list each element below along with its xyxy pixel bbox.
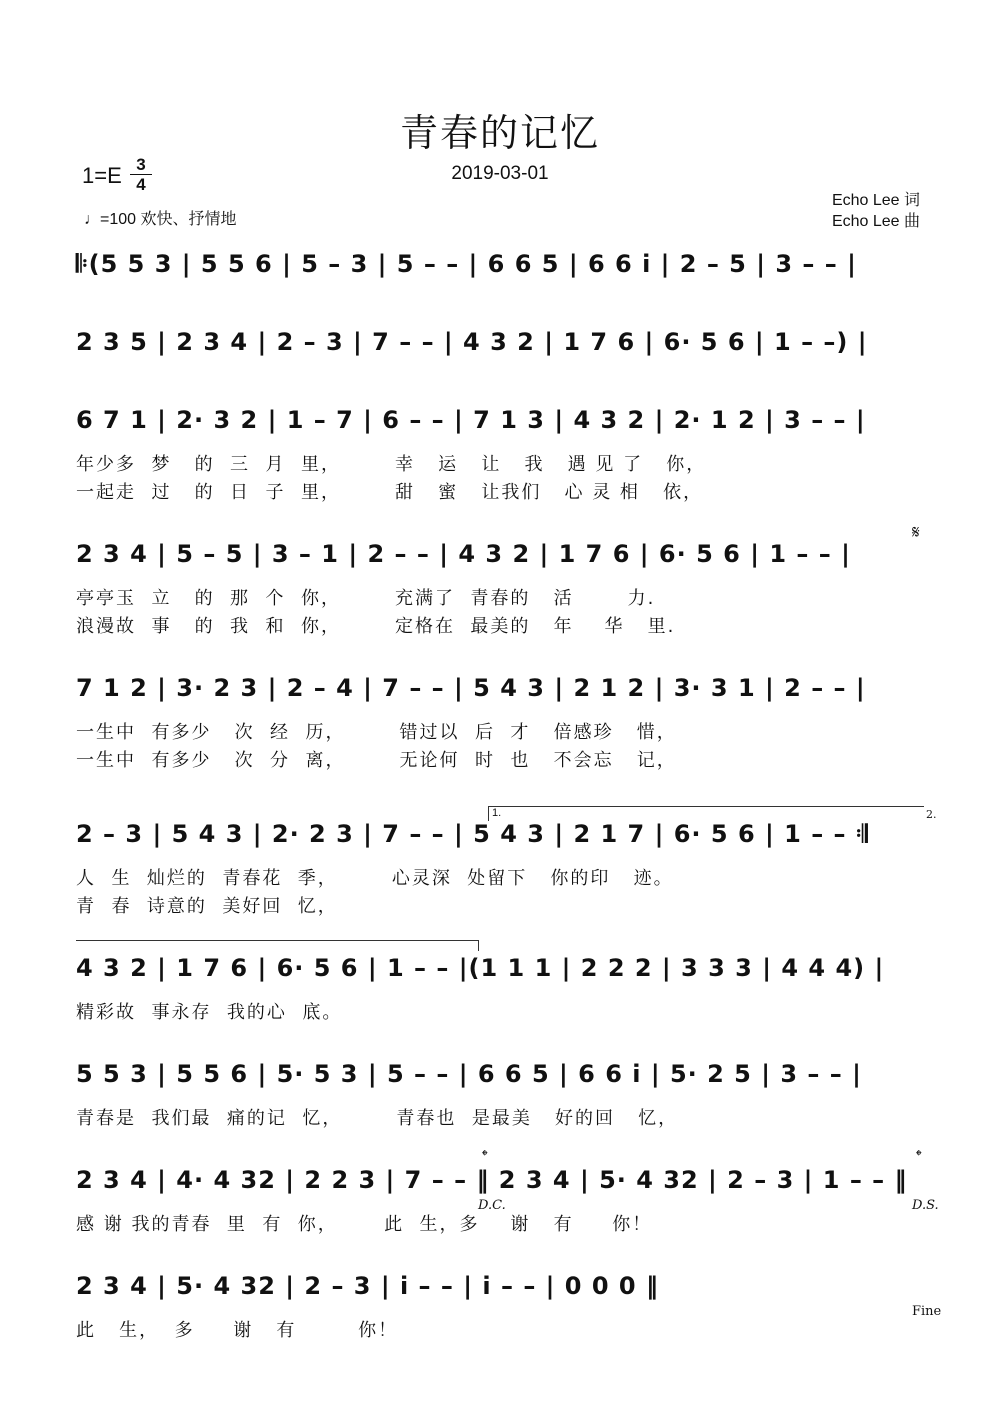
notation-line: 2 3 5 | 2 3 4 | 2 – 3 | 7 – – | 4 3 2 | 1 7 6 | 6· 5 6 | 1 – –) | — [76, 328, 868, 356]
lyric-verse-1: 亭亭玉 立 的 那 个 你， 充满了 青春的 活 力. — [76, 588, 656, 609]
notation-line: 2 3 4 | 4· 4 32 | 2 2 3 | 7 – – ‖ 2 3 4 | 5· 4 32 | 2 – 3 | 1 – – ‖ — [76, 1166, 908, 1194]
volta-1-label: 1. — [492, 807, 502, 819]
lyricist-credit: Echo Lee 词 — [831, 192, 920, 209]
fine-marking: Fine — [912, 1304, 942, 1319]
volta-1-bracket — [488, 806, 924, 821]
volta-2-label: 2. — [926, 808, 937, 821]
lyric-verse-2: 一生中 有多少 次 分 离， 无论何 时 也 不会忘 记， — [76, 750, 677, 771]
lyric-verse-1: 人 生 灿烂的 青春花 季， 心灵深 处留下 你的印 迹。 — [76, 868, 674, 889]
coda-icon: 𝄌 — [916, 1146, 922, 1165]
notation-line: 5 5 3 | 5 5 6 | 5· 5 3 | 5 – – | 6 6 5 | 6 6 i | 5· 2 5 | 3 – – | — [76, 1060, 862, 1088]
lyric-verse-2: 一起走 过 的 日 子 里， 甜 蜜 让我们 心 灵 相 依， — [76, 482, 704, 503]
lyric-verse-1: 一生中 有多少 次 经 历， 错过以 后 才 倍感珍 惜， — [76, 722, 677, 743]
time-signature-top: 3 — [130, 155, 152, 175]
song-date: 2019-03-01 — [451, 163, 549, 184]
ds-marking: D.S. — [912, 1198, 939, 1213]
notation-line: 2 – 3 | 5 4 3 | 2· 2 3 | 7 – – | 5 4 3 | 2 1 7 | 6· 5 6 | 1 – – 𝄇 — [76, 820, 869, 848]
notation-line: 6 7 1 | 2· 3 2 | 1 – 7 | 6 – – | 7 1 3 | 4 3 2 | 2· 1 2 | 3 – – | — [76, 406, 866, 434]
volta-2-bracket — [76, 940, 479, 951]
time-signature-bottom: 4 — [136, 175, 146, 194]
notation-line: 2 3 4 | 5· 4 32 | 2 – 3 | i – – | i – – | 0 0 0 ‖ — [76, 1272, 659, 1300]
score-row — [76, 674, 924, 804]
song-title: 青春的记忆 — [399, 111, 600, 155]
coda-icon: 𝄌 — [482, 1146, 488, 1165]
lyric-verse-2: 青 春 诗意的 美好回 忆， — [76, 896, 338, 917]
lyric-verse-1: 年少多 梦 的 三 月 里， 幸 运 让 我 遇 见 了 你， — [76, 454, 707, 475]
lyric-verse-1: 精彩故 事永存 我的心 底。 — [76, 1002, 343, 1023]
notation-line: 7 1 2 | 3· 2 3 | 2 – 4 | 7 – – | 5 4 3 | 2 1 2 | 3· 3 1 | 2 – – | — [76, 674, 866, 702]
time-signature — [130, 155, 152, 194]
tempo-marking: ♩=100 欢快、抒情地 — [84, 211, 237, 228]
dc-marking: D.C. — [478, 1198, 506, 1213]
notation-line: 2 3 4 | 5 – 5 | 3 – 1 | 2 – – | 4 3 2 | 1 7 6 | 6· 5 6 | 1 – – | — [76, 540, 851, 568]
score-row — [76, 1272, 942, 1402]
lyric-verse-2: 浪漫故 事 的 我 和 你， 定格在 最美的 年 华 里. — [76, 616, 676, 637]
segno-icon: 𝄋 — [912, 522, 920, 543]
key-signature: 1=E — [82, 163, 122, 188]
composer-credit: Echo Lee 曲 — [831, 213, 920, 230]
notation-line: 4 3 2 | 1 7 6 | 6· 5 6 | 1 – – |(1 1 1 | 2 2 2 | 3 3 3 | 4 4 4) | — [76, 954, 885, 982]
score-row — [76, 406, 924, 536]
lyric-verse-1: 青春是 我们最 痛的记 忆， 青春也 是最美 好的回 忆， — [76, 1108, 679, 1129]
score-row — [76, 807, 937, 950]
notation-line: 𝄆(5 5 3 | 5 5 6 | 5 – 3 | 5 – – | 6 6 5 | 6 6 i | 2 – 5 | 3 – – | — [76, 250, 857, 278]
lyric-verse-1: 此 生， 多 谢 有 你！ — [76, 1320, 399, 1341]
score-row — [76, 522, 924, 670]
lyric-verse-1: 感 谢 我的青春 里 有 你， 此 生，多 谢 有 你！ — [76, 1214, 653, 1235]
